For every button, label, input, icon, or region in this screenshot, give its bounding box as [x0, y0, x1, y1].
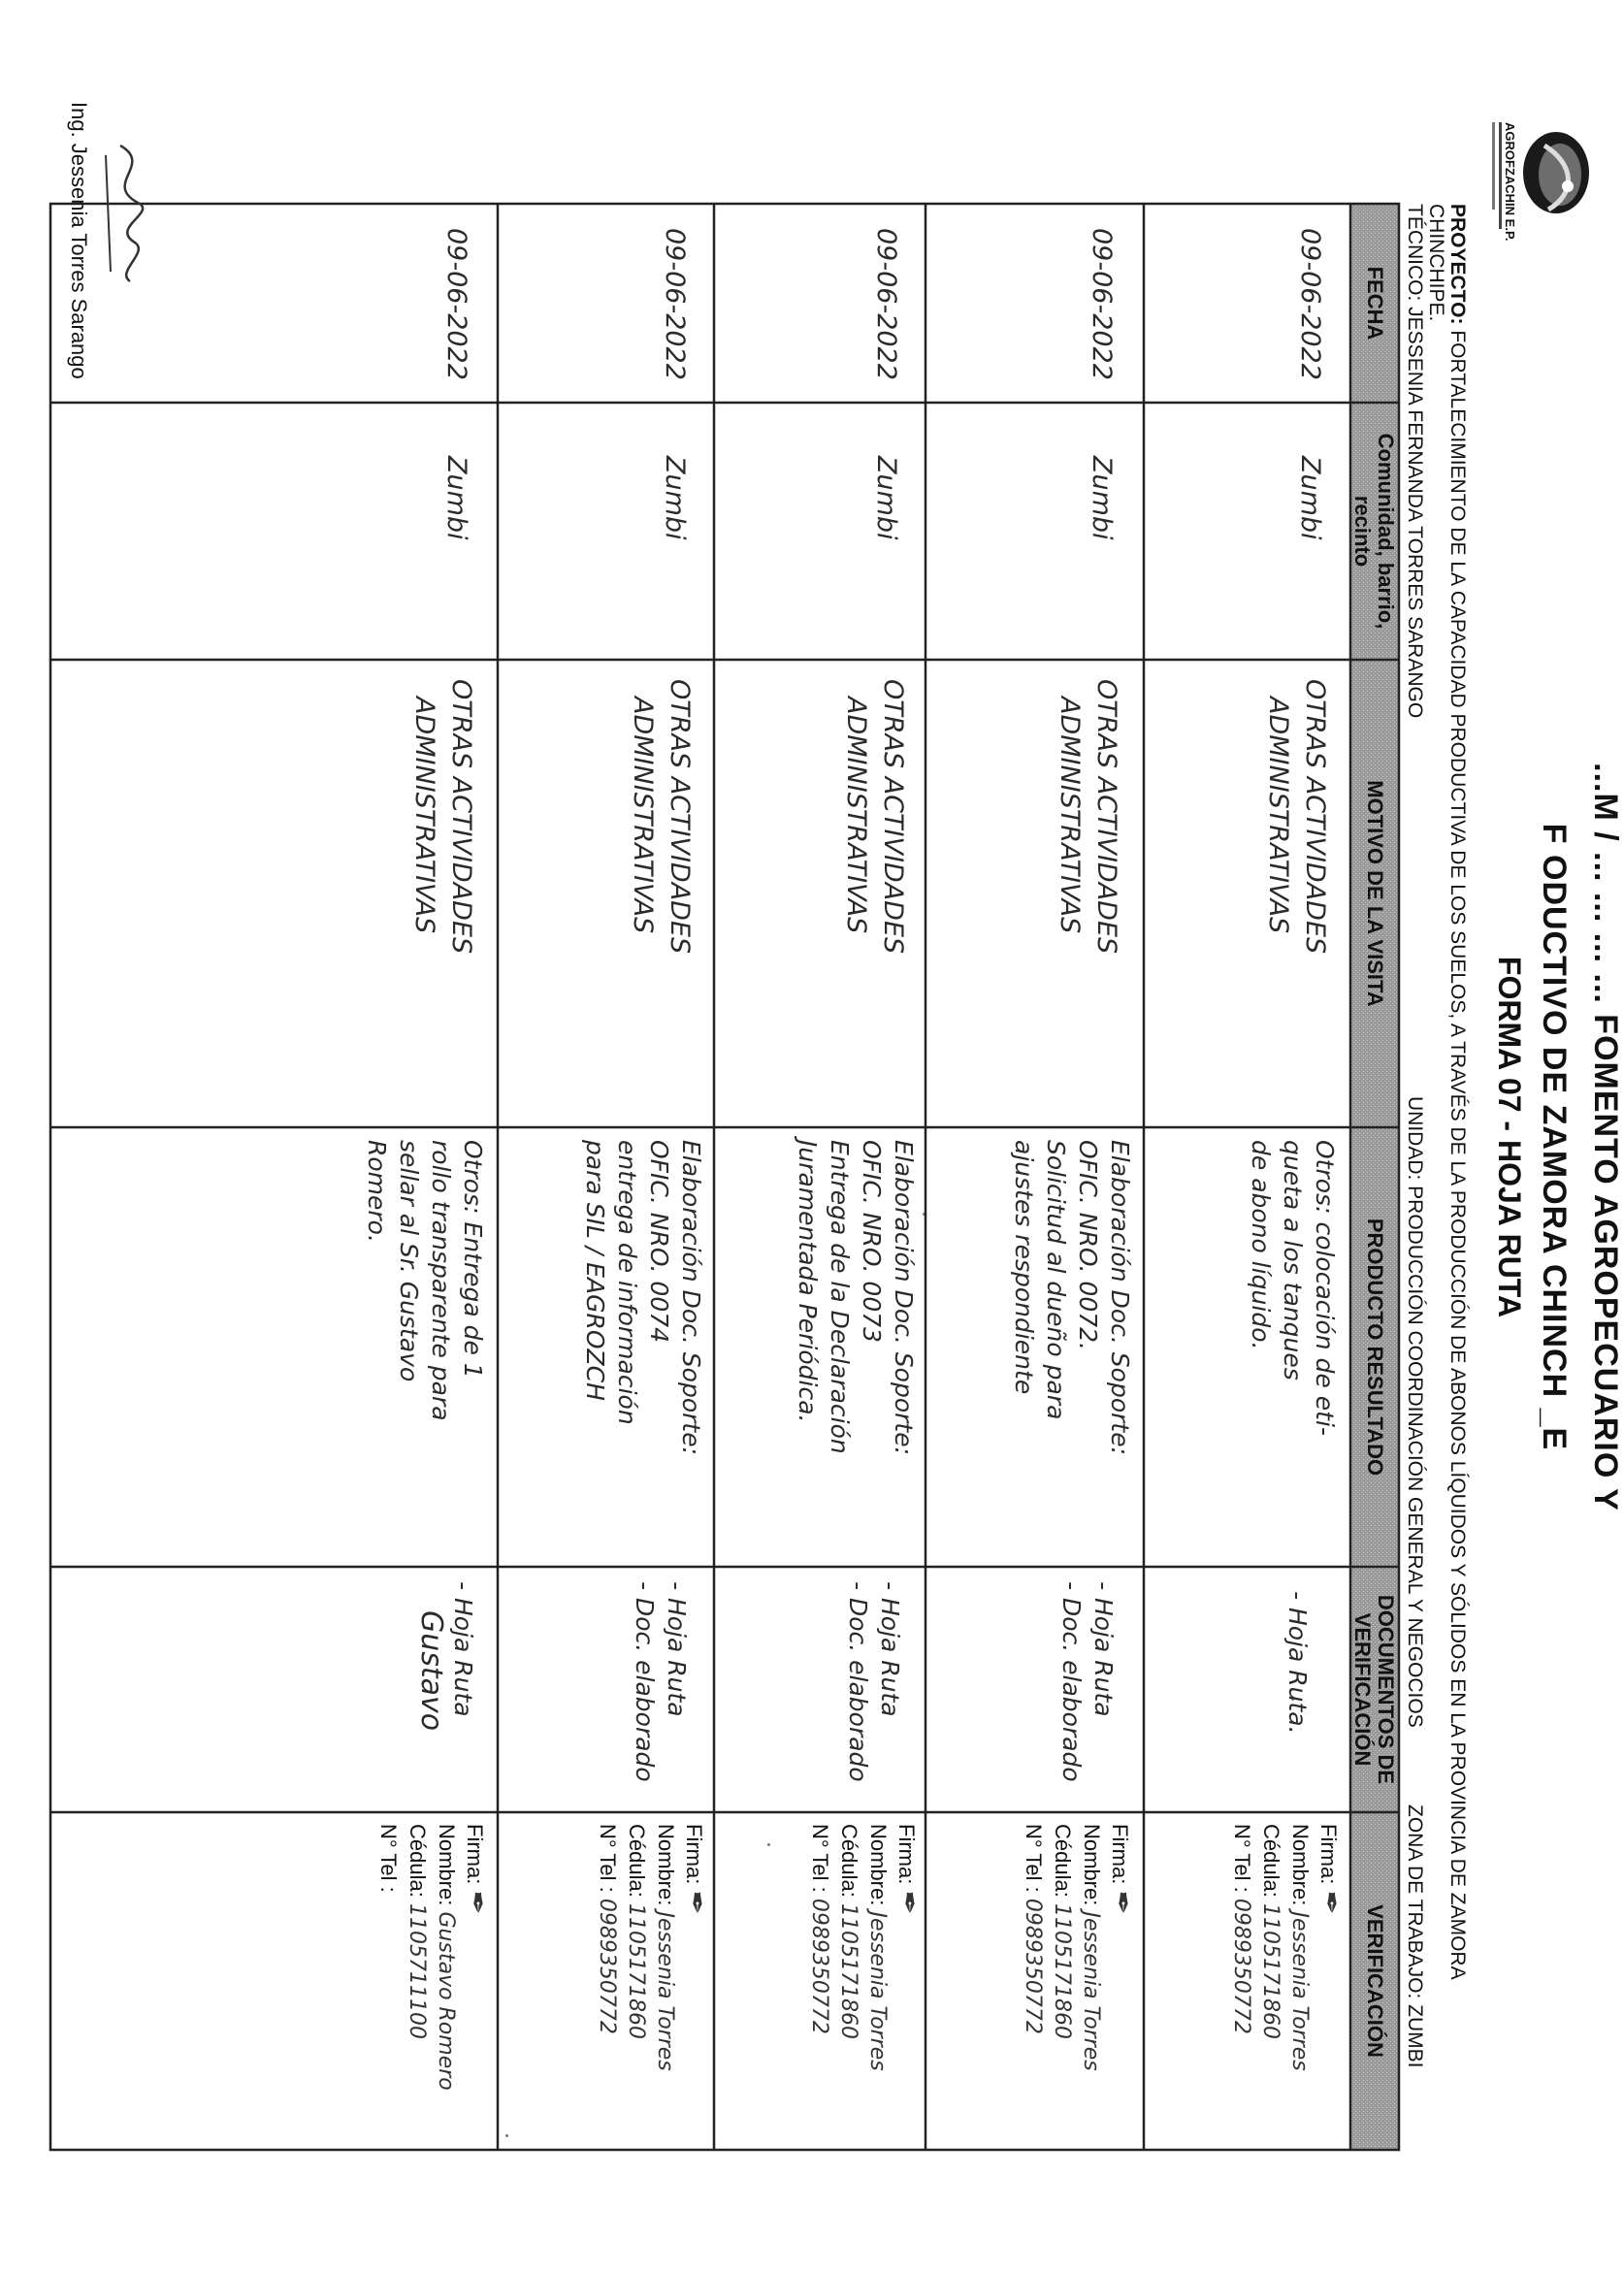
svg-text:AGROFZACHIN E.P.: AGROFZACHIN E.P. — [1503, 122, 1517, 242]
producto-line: queta a los tanques — [1279, 1140, 1307, 1381]
cedula-label: Cédula: — [406, 1824, 430, 1898]
producto-line: sellar al Sr. Gustavo — [395, 1140, 423, 1382]
cedula-field — [1048, 1824, 1077, 2144]
cell-comunidad: Zumbi — [1295, 456, 1325, 540]
nombre-field — [432, 1824, 461, 2144]
proyecto-text: FORTALECIMIENTO DE LA CAPACIDAD PRODUCTIVA DE LOS SUELOS, A TRAVÉS DE LA PRODUCCIÓN DE ABONOS LÍQUIDOS Y SÓLIDOS EN LA PROVINCIA DE ZAMORA — [1446, 330, 1469, 1980]
cell-documentos — [629, 1581, 693, 1804]
documento-line: - Hoja Ruta — [449, 1581, 477, 1717]
motivo-line: ADMINISTRATIVAS — [409, 697, 439, 934]
unidad-line: UNIDAD: PRODUCCIÓN COORDINACIÓN GENERAL Y NEGOCIOS — [1404, 1096, 1426, 1728]
documento-line: - Doc. elaborado — [1057, 1581, 1086, 1782]
motivo-line: OTRAS ACTIVIDADES — [665, 679, 695, 955]
signature-image: ✒︎ — [1314, 1890, 1348, 1915]
cell-documentos — [1282, 1591, 1314, 1804]
firma-field — [1314, 1824, 1348, 2144]
tel-field — [1019, 1824, 1048, 2144]
nombre-label: Nombre: — [435, 1824, 459, 1906]
tecnico-line: TÉCNICO: JESSENIA FERNANDA TORRES SARANGO — [1404, 204, 1426, 719]
col-header-comunidad: Comunidad, barrio, recinto — [1350, 433, 1398, 630]
firma-label: Firma: — [1316, 1824, 1341, 1885]
nombre-label: Nombre: — [866, 1824, 891, 1906]
motivo-line: ADMINISTRATIVAS — [628, 697, 658, 934]
cedula-field — [403, 1824, 432, 2144]
nombre-value: Jessenia Torres — [865, 1911, 890, 2071]
documento-line: - Doc. elaborado — [844, 1581, 872, 1782]
cell-verificacion — [1227, 1824, 1348, 2144]
engineer-name: Ing. Jessenia Torres Sarango — [67, 102, 91, 379]
cedula-label: Cédula: — [837, 1824, 861, 1898]
tel-field — [374, 1824, 403, 2144]
cell-producto — [579, 1140, 707, 1557]
cell-fecha: 09-06-2022 — [1087, 228, 1117, 380]
cell-motivo — [624, 679, 698, 1116]
firma-label: Firma: — [1108, 1824, 1132, 1885]
cedula-label: Cédula: — [1051, 1824, 1075, 1898]
proyecto-label: PROYECTO: — [1446, 204, 1469, 325]
firma-label: Firma: — [682, 1824, 706, 1885]
producto-line: Solicitud al dueño para — [1042, 1140, 1070, 1420]
documento-line: - Doc. elaborado — [631, 1581, 659, 1782]
engineer-signature — [91, 136, 159, 291]
producto-line: Juramentada Periódica. — [794, 1140, 822, 1423]
cell-motivo — [406, 679, 479, 1116]
producto-line: OFIC. NRO. 0074 — [645, 1140, 673, 1344]
cell-verificacion — [374, 1824, 494, 2144]
producto-line: rollo transparente para — [427, 1140, 455, 1421]
tel-label: N° Tel : — [376, 1824, 401, 1893]
tel-value: 0989350772 — [595, 1898, 619, 2034]
producto-line: Elaboración Doc. Soporte: — [890, 1140, 918, 1455]
nombre-value: Gustavo Romero — [434, 1911, 458, 2091]
form-title: FORMA 07 - HOJA RUTA — [1492, 956, 1527, 1318]
nombre-field — [651, 1824, 680, 2144]
producto-line: OFIC. NRO. 0073 — [858, 1140, 886, 1344]
tel-label: N° Tel : — [1022, 1824, 1046, 1893]
nombre-field — [1285, 1824, 1315, 2144]
documento-line: - Hoja Ruta — [876, 1581, 904, 1717]
tel-value: 0989350772 — [1229, 1898, 1253, 2034]
cell-motivo — [1259, 679, 1333, 1116]
tel-label: N° Tel : — [808, 1824, 832, 1893]
cedula-value: 1105171860 — [836, 1902, 861, 2039]
cell-comunidad: Zumbi — [441, 456, 471, 540]
proyecto-line-2: CHINCHIPE. — [1425, 204, 1447, 322]
cedula-value: 1105171860 — [1258, 1902, 1283, 2039]
cell-fecha: 09-06-2022 — [660, 228, 690, 380]
firma-label: Firma: — [894, 1824, 919, 1885]
nombre-field — [1077, 1824, 1106, 2144]
cell-producto — [361, 1140, 489, 1557]
cell-comunidad: Zumbi — [660, 456, 690, 540]
cell-fecha: 09-06-2022 — [871, 228, 901, 380]
producto-line: Otros: Entrega de 1 — [459, 1140, 487, 1379]
nombre-label: Nombre: — [654, 1824, 678, 1906]
signature-image: ✒︎ — [1105, 1890, 1139, 1915]
cedula-field — [1256, 1824, 1285, 2144]
producto-line: de abono líquido. — [1247, 1140, 1275, 1350]
cedula-label: Cédula: — [625, 1824, 649, 1898]
motivo-line: OTRAS ACTIVIDADES — [878, 679, 908, 955]
documento-line: - Hoja Ruta — [1089, 1581, 1118, 1717]
firma-label: Firma: — [463, 1824, 487, 1885]
nombre-value: Jessenia Torres — [1079, 1911, 1103, 2071]
col-header-producto: PRODUCTO RESULTADO — [1363, 1218, 1387, 1477]
tel-value: 0989350772 — [1021, 1898, 1045, 2034]
col-header-documentos: DOCUMENTOS DE VERIFICACIÓN — [1350, 1594, 1398, 1785]
cedula-value: 1105171860 — [624, 1902, 648, 2039]
cell-comunidad: Zumbi — [1087, 456, 1117, 540]
motivo-line: OTRAS ACTIVIDADES — [1091, 679, 1121, 955]
nombre-value: Jessenia Torres — [653, 1911, 677, 2071]
cell-producto — [792, 1140, 920, 1557]
motivo-line: OTRAS ACTIVIDADES — [1300, 679, 1330, 955]
cell-motivo — [837, 679, 911, 1116]
col-header-fecha: FECHA — [1363, 266, 1387, 341]
cell-fecha: 09-06-2022 — [1295, 228, 1325, 380]
producto-line: Elaboración Doc. Soporte: — [677, 1140, 705, 1455]
documento-line: - Hoja Ruta. — [1283, 1591, 1312, 1735]
cell-documentos — [415, 1581, 479, 1804]
cell-verificacion — [1019, 1824, 1139, 2144]
tel-field — [805, 1824, 834, 2144]
producto-line: para SIL / EAGROZCH — [581, 1140, 609, 1401]
cedula-value: 1105711100 — [405, 1902, 429, 2039]
signature-image: ✒︎ — [892, 1890, 926, 1915]
tel-value: 0989350772 — [807, 1898, 831, 2034]
producto-line: Otros: colocación de eti- — [1311, 1140, 1339, 1436]
nombre-label: Nombre: — [1080, 1824, 1104, 1906]
cell-documentos — [1056, 1581, 1120, 1804]
documento-signature-name: Gustavo — [414, 1610, 448, 1732]
nombre-label: Nombre: — [1288, 1824, 1313, 1906]
cedula-field — [834, 1824, 863, 2144]
motivo-line: ADMINISTRATIVAS — [841, 697, 871, 934]
col-header-verificacion: VERIFICACIÓN — [1363, 1904, 1387, 2058]
cell-producto — [1008, 1140, 1136, 1557]
nombre-field — [863, 1824, 893, 2144]
tel-field — [593, 1824, 622, 2144]
motivo-line: ADMINISTRATIVAS — [1263, 697, 1293, 934]
motivo-line: ADMINISTRATIVAS — [1055, 697, 1085, 934]
cedula-field — [622, 1824, 651, 2144]
producto-line: Romero. — [363, 1140, 391, 1243]
cell-motivo — [1051, 679, 1124, 1116]
tel-field — [1227, 1824, 1256, 2144]
motivo-line: OTRAS ACTIVIDADES — [446, 679, 476, 955]
cedula-label: Cédula: — [1259, 1824, 1283, 1898]
header-title-line-2: F ODUCTIVO DE ZAMORA CHINCH _E — [1536, 823, 1573, 1451]
nombre-value: Jessenia Torres — [1287, 1911, 1312, 2071]
zona-line: ZONA DE TRABAJO: ZUMBI — [1404, 1804, 1426, 2068]
producto-line: Entrega de la Declaración — [826, 1140, 854, 1454]
cell-producto — [1245, 1140, 1341, 1557]
header-title-line-1: ...M / ... ... ... ... FOMENTO AGROPECUARIO Y — [1587, 763, 1624, 1511]
producto-line: OFIC. NRO. 0072. — [1074, 1140, 1102, 1350]
col-header-motivo: MOTIVO DE LA VISITA — [1363, 780, 1387, 1007]
cell-verificacion — [805, 1824, 926, 2144]
tel-label: N° Tel : — [1230, 1824, 1254, 1893]
producto-line: ajustes respondiente — [1010, 1140, 1038, 1395]
signature-image: ✒︎ — [679, 1890, 713, 1915]
producto-line: entrega de información — [613, 1140, 641, 1425]
documento-line: - Hoja Ruta — [663, 1581, 691, 1717]
tel-label: N° Tel : — [596, 1824, 620, 1893]
producto-line: Elaboración Doc. Soporte: — [1106, 1140, 1134, 1455]
cell-documentos — [842, 1581, 906, 1804]
cedula-value: 1105171860 — [1050, 1902, 1074, 2039]
cell-comunidad: Zumbi — [871, 456, 901, 540]
signature-image: ✒︎ — [460, 1890, 494, 1915]
firma-field — [460, 1824, 494, 2144]
cell-verificacion — [593, 1824, 713, 2144]
firma-field — [892, 1824, 926, 2144]
cell-fecha: 09-06-2022 — [441, 228, 471, 380]
firma-field — [679, 1824, 713, 2144]
firma-field — [1105, 1824, 1139, 2144]
